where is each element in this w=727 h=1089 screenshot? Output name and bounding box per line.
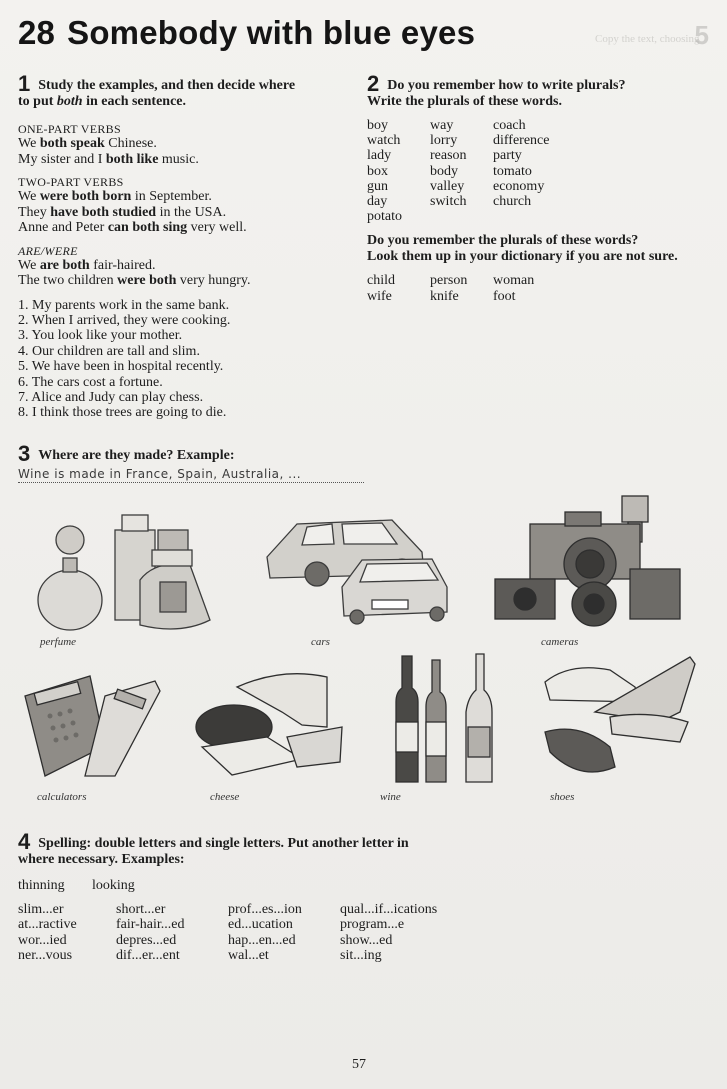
spelling-column [18,902,116,964]
handwritten-example: Wine is made in France, Spain, Australia, ... [18,467,364,483]
word: box [367,163,388,179]
sentence-item: 3. You look like your mother. [18,328,183,344]
word: potato [367,209,402,225]
irregular-word-grid [367,273,707,303]
spelling-word: ed...ucation [228,917,293,932]
sentence-item: 2. When I arrived, they were cooking. [18,312,231,328]
exercise-3 [18,441,708,483]
word: tomato [493,163,532,179]
spelling-grid [18,902,708,964]
spelling-word: hap...en...ed [228,932,296,948]
spelling-word: at...ractive [18,917,77,932]
exercise-2-subheading: Do you remember the plurals of these words? Look them up in your dictionary if you are not sure. [367,233,678,265]
spelling-word: wal...et [228,948,269,963]
word: child [367,273,395,289]
example-line: My sister and I both like music. [18,151,199,167]
spelling-word: dif...er...ent [116,948,180,963]
word: woman [493,273,535,289]
example-line: We both speak Chinese. [18,136,157,151]
caption-shoes: shoes [550,791,575,803]
word: coach [493,118,526,133]
caption-perfume: perfume [40,636,77,648]
group-label-two-part: TWO-PART VERBS [18,175,124,189]
word: lady [367,148,392,164]
example-line: Anne and Peter can both sing very well. [18,220,247,235]
word: difference [493,133,550,149]
cars-illustration [262,512,452,627]
word: watch [367,133,401,149]
exercise-4 [18,829,708,964]
shoes-illustration [540,652,700,782]
exercise-2 [367,71,707,304]
cheese-illustration [192,667,352,787]
example-line: We are both fair-haired. [18,257,156,273]
show-through-number: 5 [694,20,709,50]
word: valley [430,178,465,194]
spelling-examples [18,878,708,894]
spelling-column [340,902,480,964]
perfume-illustration [30,510,220,640]
word: lorry [430,133,458,149]
word: foot [493,288,516,304]
exercise-2-heading: 2 Do you remember how to write plurals? Write the plurals of these words. [367,71,626,109]
spelling-word: short...er [116,901,166,917]
sentence-item: 1. My parents work in the same bank. [18,297,230,313]
caption-cheese: cheese [210,791,240,803]
caption-calculators: calculators [37,791,87,803]
spelling-word: slim...er [18,901,64,917]
word-column [367,118,430,224]
spelling-example: looking [92,878,135,893]
spelling-word: prof...es...ion [228,901,302,917]
sentence-item: 6. The cars cost a fortune. [18,374,163,390]
word-column [493,273,593,303]
group-label-are-were: ARE/WERE [18,243,78,258]
word: way [430,118,454,133]
plural-word-grid [367,118,707,224]
caption-wine: wine [380,791,401,803]
example-line: We were both born in September. [18,189,212,204]
word: boy [367,118,388,133]
word: church [493,194,532,210]
word: economy [493,178,545,194]
sentence-item: 5. We have been in hospital recently. [18,359,224,375]
example-line: They have both studied in the USA. [18,204,227,220]
spelling-word: show...ed [340,932,393,948]
wine-illustration [388,652,503,787]
show-through-text: Copy the text, choosing [595,33,700,45]
word: day [367,194,388,210]
word-column [367,273,430,303]
page-number: 57 [352,1057,366,1072]
group-label-one-part: ONE-PART VERBS [18,122,121,136]
spelling-word: sit...ing [340,948,382,963]
sentence-item: 7. Alice and Judy can play chess. [18,389,204,405]
spelling-word: program...e [340,917,405,932]
calculators-illustration [20,666,170,786]
word: reason [430,148,467,164]
spelling-word: fair-hair...ed [116,917,185,932]
exercise-4-heading: 4 Spelling: double letters and single letters. Put another letter in where necessary. Examples: [18,829,409,867]
spelling-word: depres...ed [116,932,177,948]
exercise-1-sentences [18,298,353,421]
example-line: The two children were both very hungry. [18,273,251,288]
spelling-word: wor...ied [18,932,67,948]
word: knife [430,288,459,304]
word: wife [367,288,392,304]
word: party [493,148,522,164]
exercise-1-heading: 1 Study the examples, and then decide where to put both in each sentence. [18,71,296,109]
word-column [430,273,493,303]
spelling-column [228,902,340,964]
spelling-example: thinning [18,878,65,893]
word: gun [367,178,388,194]
sentence-item: 8. I think those trees are going to die. [18,405,227,421]
word-column [493,118,613,224]
word: body [430,163,458,179]
word: switch [430,194,467,210]
exercise-3-heading: 3 Where are they made? Example: [18,441,235,466]
exercise-1 [18,71,353,421]
word-column [430,118,493,224]
spelling-column [116,902,228,964]
sentence-item: 4. Our children are tall and slim. [18,343,200,359]
word: person [430,273,468,289]
unit-title: 28 Somebody with blue eyes [18,14,476,51]
spelling-word: ner...vous [18,948,73,963]
cameras-illustration [490,494,685,629]
caption-cars: cars [311,636,330,648]
caption-cameras: cameras [541,636,579,648]
spelling-word: qual...if...ications [340,901,438,917]
